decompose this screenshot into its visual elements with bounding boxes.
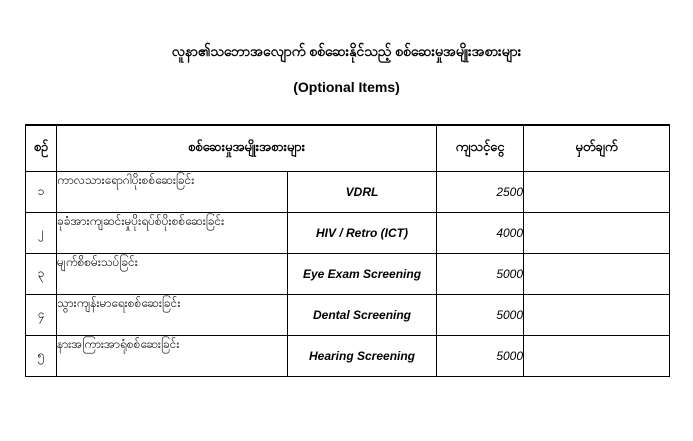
header-item: စစ်ဆေးမှုအမျိုးအစားများ bbox=[57, 125, 437, 172]
table-row bbox=[26, 254, 670, 295]
item-name-myanmar: မျက်စိစမ်းသပ်ခြင်း bbox=[57, 254, 288, 295]
item-name-myanmar: ကာလသားရောဂါပိုးစစ်ဆေးခြင်း bbox=[57, 172, 288, 213]
row-number: ၅ bbox=[26, 336, 57, 377]
item-remark bbox=[524, 254, 670, 295]
item-remark bbox=[524, 213, 670, 254]
item-remark bbox=[524, 336, 670, 377]
item-name-english: Eye Exam Screening bbox=[288, 254, 437, 295]
table-row bbox=[26, 336, 670, 377]
header-no: စဉ် bbox=[26, 125, 57, 172]
header-fee: ကျသင့်ငွေ bbox=[437, 125, 524, 172]
item-fee: 5000 bbox=[437, 254, 524, 295]
item-name-myanmar: သွားကျန်းမာရေးစစ်ဆေးခြင်း bbox=[57, 295, 288, 336]
row-number: ၂ bbox=[26, 213, 57, 254]
item-fee: 5000 bbox=[437, 336, 524, 377]
item-name-english: Dental Screening bbox=[288, 295, 437, 336]
item-fee: 4000 bbox=[437, 213, 524, 254]
table-row bbox=[26, 172, 670, 213]
item-name-myanmar: ခုခံအားကျဆင်းမှုပိုးရပ်စ်ပိုးစစ်ဆေးခြင်း bbox=[57, 213, 288, 254]
item-name-myanmar: နားအကြားအာရုံစစ်ဆေးခြင်း bbox=[57, 336, 288, 377]
document-subtitle: (Optional Items) bbox=[293, 79, 400, 95]
table-row bbox=[26, 295, 670, 336]
row-number: ၃ bbox=[26, 254, 57, 295]
table-header-row bbox=[26, 125, 670, 172]
item-fee: 2500 bbox=[437, 172, 524, 213]
item-remark bbox=[524, 295, 670, 336]
document-title: လူနာ၏သဘောအလျောက် စစ်ဆေးနိုင်သည့် စစ်ဆေးမှုအမျိုးအစားများ bbox=[171, 43, 522, 59]
item-name-english: Hearing Screening bbox=[288, 336, 437, 377]
row-number: ၄ bbox=[26, 295, 57, 336]
optional-items-table bbox=[25, 124, 670, 377]
item-fee: 5000 bbox=[437, 295, 524, 336]
table-row bbox=[26, 213, 670, 254]
row-number: ၁ bbox=[26, 172, 57, 213]
item-name-english: HIV / Retro (ICT) bbox=[288, 213, 437, 254]
header-remark: မှတ်ချက် bbox=[524, 125, 670, 172]
item-remark bbox=[524, 172, 670, 213]
item-name-english: VDRL bbox=[288, 172, 437, 213]
